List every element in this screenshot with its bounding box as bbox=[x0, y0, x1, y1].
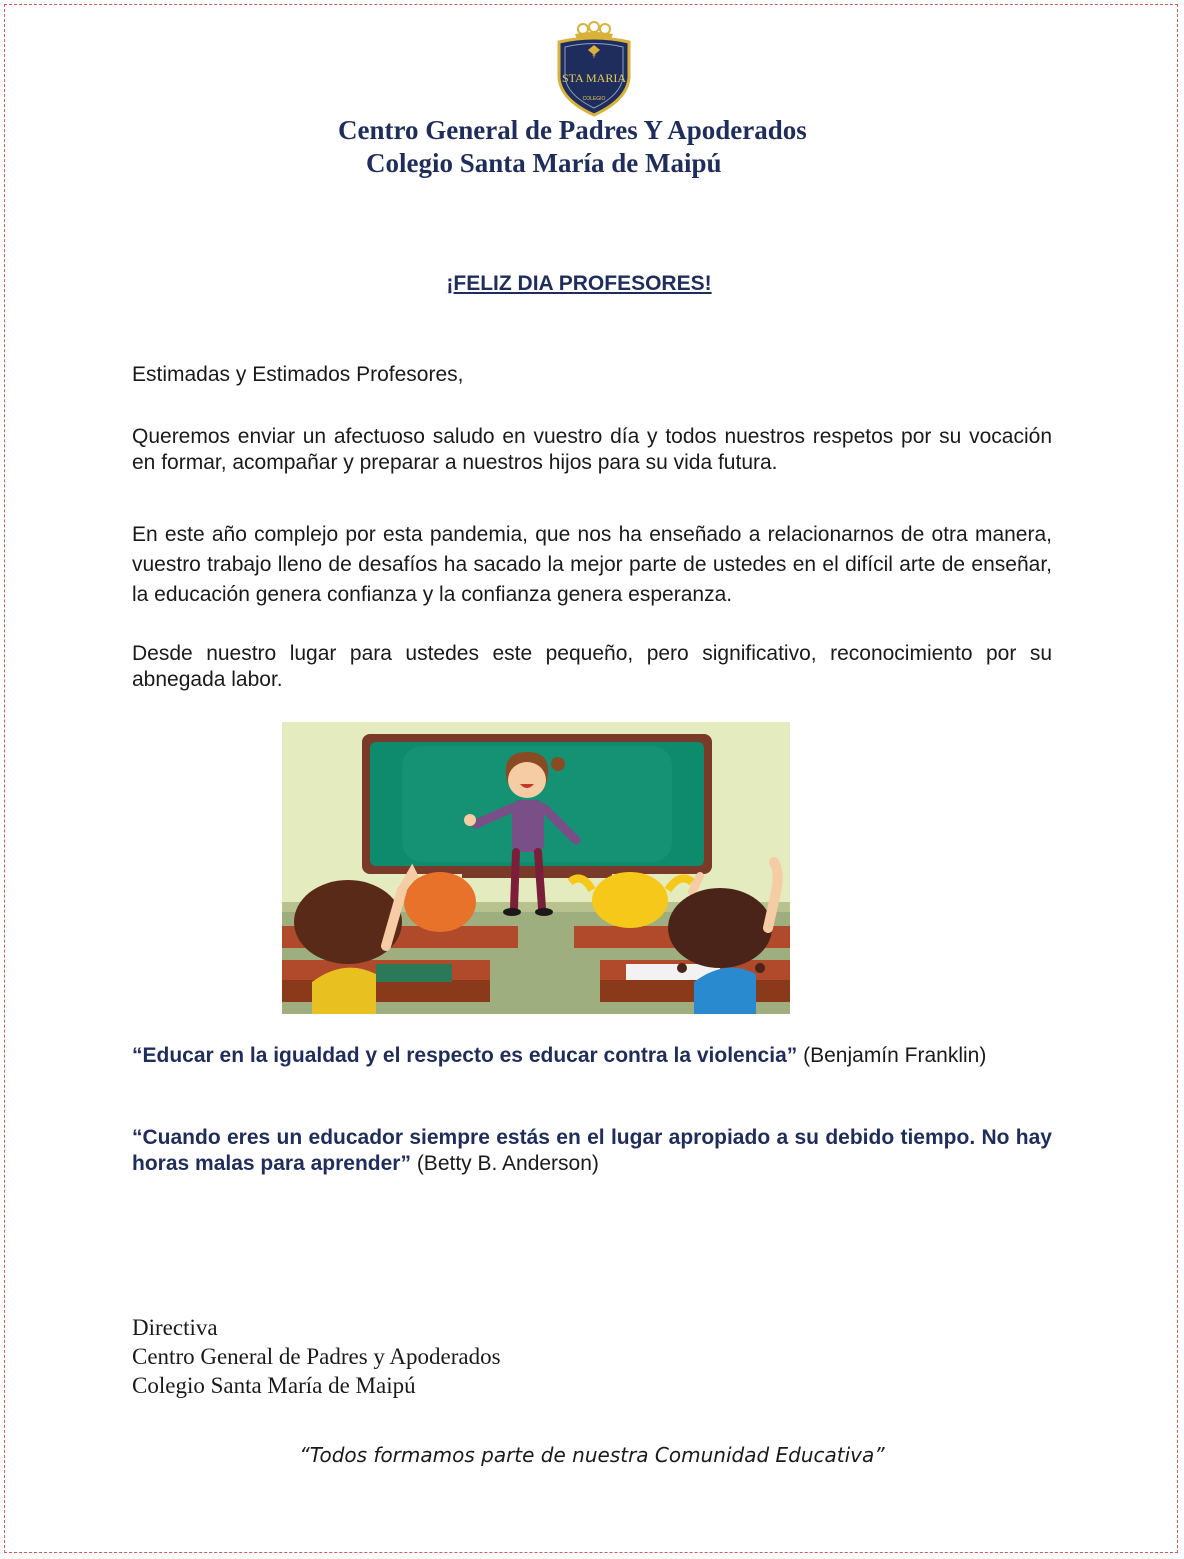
quote-1-author: (Benjamín Franklin) bbox=[803, 1044, 987, 1067]
signature-line-1: Directiva bbox=[132, 1315, 218, 1340]
crest-subtext: COLEGIO bbox=[582, 96, 606, 102]
paragraph-1: Queremos enviar un afectuoso saludo en vuestro día y todos nuestros respetos por su vocación en formar, acompañar y preparar a nuestros hijos para su vida futura. bbox=[132, 425, 1052, 474]
paragraph-3: Desde nuestro lugar para ustedes este pequeño, pero significativo, reconocimiento por su abnegada labor. bbox=[132, 642, 1052, 691]
header-line-1: Centro General de Padres Y Apoderados bbox=[338, 115, 807, 145]
classroom-illustration bbox=[282, 722, 790, 1014]
quote-1-text: “Educar en la igualdad y el respecto es educar contra la violencia” bbox=[132, 1044, 798, 1067]
page-title: ¡FELIZ DIA PROFESORES! bbox=[446, 272, 712, 295]
signature-block bbox=[132, 1313, 501, 1400]
paragraph-2: En este año complejo por esta pandemia, que nos ha enseñado a relacionarnos de otra manera, vuestro trabajo lleno de desafíos ha sacado la mejor parte de ustedes en el difícil arte de enseñar, la educación genera confianza y la confianza genera esperanza. bbox=[132, 523, 1052, 606]
crest-text: STA MARIA bbox=[561, 71, 627, 85]
quote-1 bbox=[132, 1043, 1052, 1069]
greeting: Estimadas y Estimados Profesores, bbox=[132, 363, 464, 386]
quote-2-text: “Cuando eres un educador siempre estás en el lugar apropiado a su debido tiempo. No hay horas malas para aprender” bbox=[132, 1126, 1052, 1175]
header-line-2: Colegio Santa María de Maipú bbox=[366, 148, 722, 178]
signature-line-2: Centro General de Padres y Apoderados bbox=[132, 1344, 501, 1369]
svg-text:✝: ✝ bbox=[591, 54, 597, 60]
quote-2-author: (Betty B. Anderson) bbox=[416, 1152, 599, 1175]
motto: “Todos formamos parte de nuestra Comunidad Educativa” bbox=[299, 1443, 885, 1467]
school-crest-logo bbox=[553, 20, 635, 118]
signature-line-3: Colegio Santa María de Maipú bbox=[132, 1373, 416, 1398]
quote-2 bbox=[132, 1125, 1052, 1177]
